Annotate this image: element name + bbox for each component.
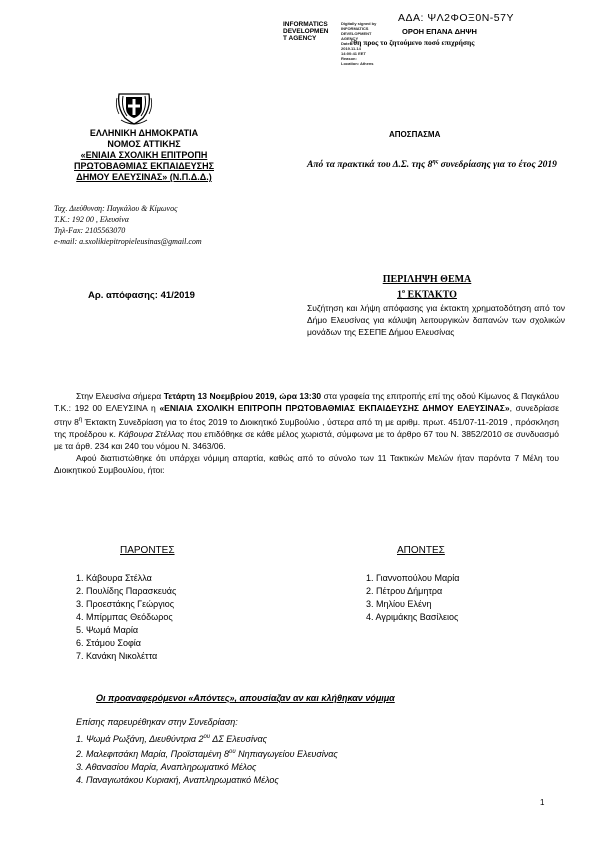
contact-email: e-mail: a.sxolikiepitropieleusinas@gmail.com bbox=[54, 237, 202, 246]
signature-org-name bbox=[283, 21, 343, 42]
also-present-heading: Επίσης παρευρέθηκαν στην Συνεδρίαση: bbox=[76, 717, 238, 727]
header-country: ΕΛΛΗΝΙΚΗ ΔΗΜΟΚΡΑΤΙΑ bbox=[89, 128, 199, 138]
extract-title: ΑΠΟΣΠΑΣΜΑ bbox=[389, 130, 441, 139]
absence-note: Οι προαναφερόμενοι «Απόντες», απουσίαζαν αν και κλήθηκαν νόμιμα bbox=[96, 693, 395, 703]
contact-postcode: Τ.Κ.: 192 00 , Ελευσίνα bbox=[54, 215, 129, 224]
present-heading: ΠΑΡΟΝΤΕΣ bbox=[120, 545, 175, 556]
president-name: Κάβουρα Στέλλας bbox=[118, 428, 185, 439]
absent-heading: ΑΠΟΝΤΕΣ bbox=[397, 545, 445, 556]
signature-detail-line: INFORMATICS bbox=[341, 26, 369, 31]
ada-code: ΑΔΑ: ΨΛ2ΦΟΞ0Ν-57Υ bbox=[398, 12, 514, 24]
meeting-paragraph-1 bbox=[54, 390, 559, 452]
present-member: 5. Ψωμά Μαρία bbox=[76, 625, 139, 635]
present-member: 2. Πουλίδης Παρασκευάς bbox=[76, 586, 177, 596]
signature-detail-line: Location: Athens bbox=[341, 61, 374, 66]
para-text: που επιδόθηκε σε κάθε μέλος χωριστά, σύμφωνα με το άρθρο 67 του Ν. 3852/2010 σε συνδυασμό με τα άρθ. 234 και 240 του νόμου Ν. 3463/06. bbox=[54, 428, 559, 451]
signature-org-line: T AGENCY bbox=[283, 35, 317, 42]
page-number: 1 bbox=[540, 798, 545, 807]
signature-org-line: DEVELOPMEN bbox=[283, 28, 329, 35]
signature-detail-line: Date: bbox=[341, 41, 352, 46]
absent-member: 3. Μηλίου Ελένη bbox=[366, 599, 432, 609]
subject-summary: Συζήτηση και λήψη απόφασης για έκτακτη χρηματοδότηση από τον Δήμο Ελευσίνας για κάλυψη λειτουργικών δαπανών των σχολικών μονάδων της ΕΣΕΠΕ Δήμου Ελευσίνας bbox=[307, 303, 565, 337]
present-member: 7. Κανάκη Νικολέττα bbox=[76, 651, 158, 661]
also-present-list bbox=[76, 731, 338, 787]
signature-detail-line: 14:00:41 EET bbox=[341, 51, 366, 56]
signature-detail-line: DEVELOPMENT AGENCY bbox=[341, 31, 372, 41]
contact-address: Ταχ. Διεύθυνση: Παγκάλου & Κίμωνος bbox=[54, 204, 178, 213]
header-committee-line3: ΔΗΜΟΥ ΕΛΕΥΣΙΝΑΣ» (Ν.Π.Δ.Δ.) bbox=[76, 172, 212, 182]
committee-name: «ΕΝΙΑΙΑ ΣΧΟΛΙΚΗ ΕΠΙΤΡΟΠΗ ΠΡΩΤΟΒΑΘΜΙΑΣ ΕΚΠΑΙΔΕΥΣΗΣ ΔΗΜΟΥ ΕΛΕΥΣΙΝΑΣ» bbox=[159, 403, 510, 413]
term-repeat-text: έθη προς το ζητούμενο ποσό επιχρήσης bbox=[350, 38, 475, 47]
signature-detail-line: 2019.11.14 bbox=[341, 46, 361, 51]
signature-org-line: INFORMATICS bbox=[283, 21, 328, 28]
para-text: Στην Ελευσίνα σήμερα bbox=[76, 391, 164, 401]
also-present-item: 1. Ψωμά Ρωξάνη, Διευθύντρια $2^{o\upsilon}$ ΔΣ Ελευσίνας bbox=[76, 734, 268, 744]
absent-member: 2. Πέτρου Δήμητρα bbox=[366, 586, 443, 596]
authority-header bbox=[54, 128, 234, 183]
minutes-reference: Από τα πρακτικά του Δ.Σ. της $8^{\eta\varsigma}$ συνεδρίασης για το έτος 2019 bbox=[307, 159, 557, 171]
subject-heading bbox=[382, 274, 472, 301]
meeting-paragraph-2: Αφού διαπιστώθηκε ότι υπάρχει νόμιμη απαρτία, καθώς από το σύνολο των 11 Τακτικών Μελών ήταν παρόντα 7 Μέλη του Διοικητικού Συμβουλίου, ήτοι: bbox=[54, 452, 559, 475]
greek-emblem-icon bbox=[113, 86, 155, 128]
also-present-item: 4. Παναγιωτάκου Κυριακή, Αναπληρωματικό Μέλος bbox=[76, 775, 279, 785]
absent-members-list bbox=[366, 572, 459, 624]
contact-phone: Τηλ-Fax: 2105563070 bbox=[54, 226, 126, 235]
present-members-list bbox=[76, 572, 176, 663]
present-member: 6. Στάμου Σοφία bbox=[76, 638, 141, 648]
subject-heading-line1: ΠΕΡΙΛΗΨΗ ΘΕΜΑ bbox=[382, 274, 472, 285]
signature-detail-line: Digitally signed by bbox=[341, 21, 377, 26]
present-member: 3. Προεστάκης Γεώργιος bbox=[76, 599, 175, 609]
para-text: στα γραφεία της επιτροπής επί της οδού Κίμωνος & Παγκάλου Τ.Κ.: 192 00 ΕΛΕΥΣΙΝΑ η bbox=[54, 391, 559, 413]
absent-member: 1. Γιαννοπούλου Μαρία bbox=[366, 573, 460, 583]
present-member: 1. Κάβουρα Στέλλα bbox=[76, 573, 152, 583]
subject-heading-line2: $1^o$ ΕΚΤΑΚΤΟ bbox=[397, 289, 457, 301]
para-text: , συνεδρίασε στην $8^\eta$ Έκτακτη Συνεδρίαση για το έτος 2019 το Διοικητικό Συμβούλιο , ύστερα από τη με αριθμ. πρωτ. 451/07-11-2019 , πρόσκληση της προέδρου κ. bbox=[54, 403, 560, 439]
also-present-item: 3. Αθανασίου Μαρία, Αναπληρωματικό Μέλος bbox=[76, 762, 257, 772]
signature-detail-line: Reason: bbox=[341, 56, 357, 61]
meeting-body bbox=[54, 390, 559, 476]
decision-number: Αρ. απόφασης: 41/2019 bbox=[88, 290, 195, 301]
header-committee-line2: ΠΡΩΤΟΒΑΘΜΙΑΣ ΕΚΠΑΙΔΕΥΣΗΣ bbox=[74, 161, 214, 171]
present-member: 4. Μπίρμπας Θεόδωρος bbox=[76, 612, 173, 622]
term-repeat-label: ΟΡΟΗ ΕΠΑΝΑ ΔΗΨΗ bbox=[402, 27, 477, 36]
header-prefecture: ΝΟΜΟΣ ΑΤΤΙΚΗΣ bbox=[107, 139, 181, 149]
absent-member: 4. Αγριμάκης Βασίλειος bbox=[366, 612, 459, 622]
contact-block bbox=[54, 203, 202, 247]
also-present-item: 2. Μαλεφιτσάκη Μαρία, Προϊσταμένη $8^{o\upsilon}$ Νηπιαγωγείου Ελευσίνας bbox=[76, 749, 338, 759]
meeting-datetime: Τετάρτη 13 Νοεμβρίου 2019, ώρα 13:30 bbox=[163, 391, 322, 401]
header-committee-line1: «ΕΝΙΑΙΑ ΣΧΟΛΙΚΗ ΕΠΙΤΡΟΠΗ bbox=[80, 150, 208, 160]
